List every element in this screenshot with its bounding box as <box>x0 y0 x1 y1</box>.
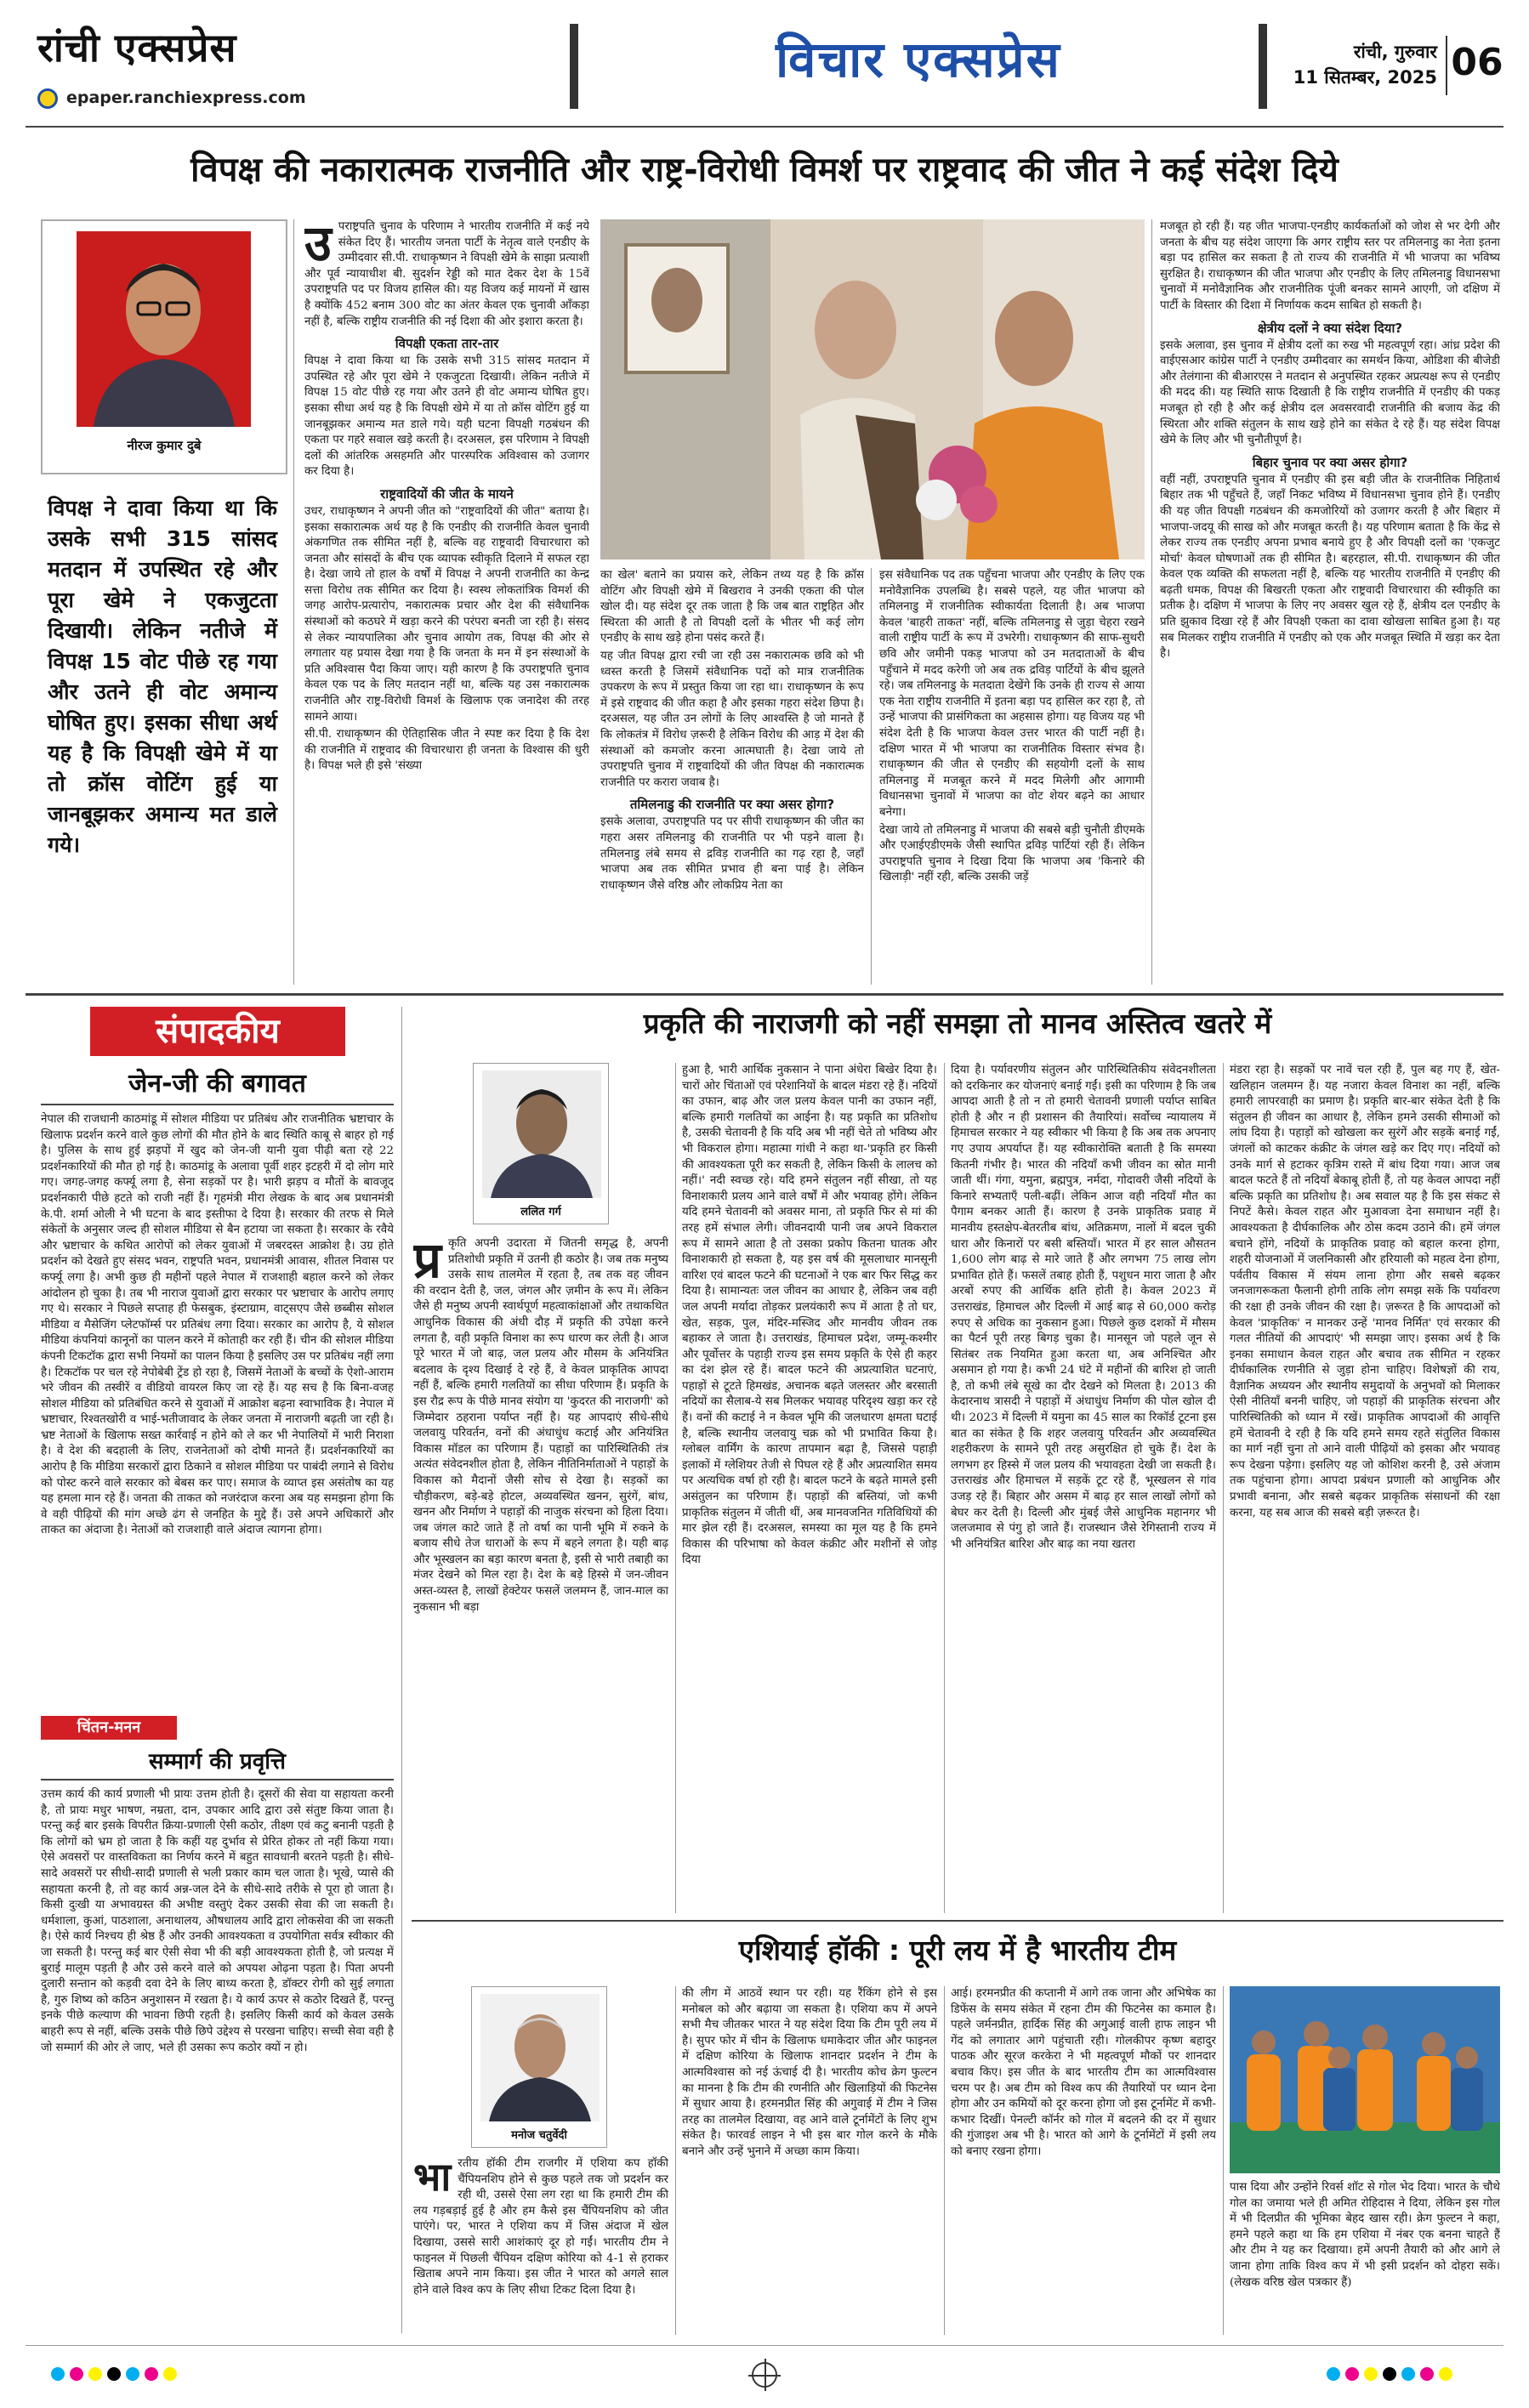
lead-dropcap: उ <box>304 219 332 272</box>
leaders-meeting-photo-icon <box>600 219 1145 559</box>
lead-col2-para: यह जीत विपक्ष द्वारा रची जा रही उस नकारात्मक छवि को भी ध्वस्त करती है जिसमें संवैधानिक पदों को मात्र राजनीतिक उपकरण के रूप में प्रस्तुत किया जा रहा था। राधाकृष्णन के रूप में इसे राष्ट्रवाद की जीत कहा है और इसका गहरा संदेश छिपा है। दरअसल, यह जीत उन लोगों के लिए आश्वस्ति है जो मानते हैं कि लोकतंत्र में विरोध ज़रूरी है लेकिन विरोध की आड़ में देश की संस्थाओं को कमजोर करना आत्मघाती है। देखा जाये तो उपराष्ट्रपति चुनाव में राष्ट्रवादियों की जीत विपक्ष की नकारात्मक राजनीति पर करारा जवाब है। <box>600 649 864 789</box>
lead-col4-para: वहीं नहीं, उपराष्ट्रपति चुनाव में एनडीए की इस बड़ी जीत के राजनीतिक निहितार्थ बिहार तक भी पहुँचते हैं, जहाँ निकट भविष्य में विधानसभा चुनाव होने हैं। एनडीए की यह जीत विपक्षी गठबंधन की कमजोरियों को उजागर करती है और बिहार में भाजपा-जदयू की साख को और मजबूत करती है। यह परिणाम बताता है कि केंद्र से लेकर राज्य तक एनडीए अपना प्रभाव बनाये हुए है और विपक्षी दलों का 'एकजुट मोर्चा' केवल घोषणाओं तक ही सीमित है। बहरहाल, सी.पी. राधाकृष्णन की जीत केवल एक व्यक्ति की सफलता नहीं है, बल्कि यह भारतीय राजनीति में एनडीए की बढ़ती धमक, विपक्ष की बिखरती एकता और राष्ट्रवादी विचारधारा की स्वीकृति का प्रतीक है। दक्षिण में भाजपा के लिए नए अवसर खुल रहे हैं, क्षेत्रीय दल एनडीए के प्रति झुकाव दिखा रहे हैं और विपक्षी एकता का दावा खोखला साबित हुआ है। यह सब मिलकर राष्ट्रीय राजनीति में एनडीए को एक और मजबूत स्थिति में खड़ा कर देता है। <box>1160 473 1500 661</box>
hockey-author-photo <box>480 1994 600 2121</box>
author-box <box>41 219 287 474</box>
lead-col1-para: पराष्ट्रपति चुनाव के परिणाम ने भारतीय राजनीति में कई नये संकेत दिए हैं। भारतीय जनता पार्टी के नेतृत्व वाले एनडीए के उम्मीदवार सी.पी. राधाकृष्णन ने विपक्षी खेमे के साझा प्रत्याशी और पूर्व न्यायाधीश बी. सुदर्शन रेड्डी को मात देकर देश के 15वें उपराष्ट्रपति पद पर विजय हासिल की। यह विजय कई मायनों में खास है क्योंकि 452 बनाम 300 वोट का अंतर केवल एक चुनावी आँकड़ा नहीं है, बल्कि राष्ट्रीय राजनीति की नई दिशा की ओर इशारा करता है। <box>304 220 589 328</box>
hockey-col3: आई। हरमनप्रीत की कप्तानी में आगे तक जाना और अभिषेक का डिफेंस के समय संकेत में रहना टीम की फिटनेस का कमाल है। पहले जर्मनप्रीत, हार्दिक सिंह की अगुआई वाली हाफ लाइन भी गेंद को लगातार आगे पहुंचाती रही। गोलकीपर कृष्ण बहादुर पाठक और सूरज करकेरा ने भी महत्वपूर्ण मौकों पर शानदार बचाव किए। इस जीत के बाद भारतीय टीम का आत्मविश्वास चरम पर है। अब टीम को विश्व कप की तैयारियों पर ध्यान देना होगा और उन कमियों को दूर करना होगा जो इस टूर्नामेंट में कभी-कभार दिखीं। पेनल्टी कॉर्नर को गोल में बदलने की दर में सुधार की गुंजाइश अब भी है। भारत को आगे के टूर्नामेंटों में इसी लय को बनाए रखना होगा। <box>951 1987 1216 2158</box>
hockey-dropcap: भा <box>413 2156 452 2200</box>
hockey-col-rule <box>675 1986 676 2335</box>
author-portrait-icon <box>480 1994 600 2121</box>
chintan-body: उत्तम कार्य की कार्य प्रणाली भी प्रायः उत्तम होती है। दूसरों की सेवा या सहायता करनी है, तो प्रायः मधुर भाषण, नम्रता, दान, उपकार आदि द्वारा उसे संतुष्ट किया जाता है। परन्तु कई बार इसके विपरीत क्रिया-प्रणाली ऐसी कठोर, तीक्ष्ण एवं कटु बनानी पड़ती है कि लोगों को भ्रम हो जाता है कि कहीं यह दुर्भाव से प्रेरित होकर तो नहीं किया गया। ऐसे अवसरों पर वास्तविकता का निर्णय करने में बहुत सावधानी बरतने पड़ती है। सीधे-सादे अवसरों पर सीधी-सादी प्रणाली से भली प्रकार काम चल जाता है। भूखे, प्यासे की सहायता करनी है, तो वह कार्य अन्न-जल देने के सीधे-सादे तरीके से पूरा हो जाता है। किसी दुःखी या अभावग्रस्त की अभीष्ट वस्तुएं देकर उसकी सेवा की जा सकती है। धर्मशाला, कुआं, पाठशाला, अनाथालय, औषधालय आदि द्वारा लोकसेवा की जा सकती है। ऐसे कार्य निश्चय ही श्रेष्ठ हैं और उनकी आवश्यकता व उपयोगिता सर्वत्र स्वीकार की जा सकती है। परन्तु कई बार ऐसी सेवा भी की बड़ी आवश्यकता होती है, जो प्रत्यक्ष में बुराई मालूम पड़ती है और उसे करने वाले को अपयश ओढ़ना पड़ता है। पिता अपनी दुलारी सन्तान को कड़वी दवा देने के लिए बाध्य करता है, डॉक्टर रोगी को सुई लगाता है, गुरु शिष्य को कठिन अनुशासन में रखता है। ये कार्य ऊपर से कठोर दिखते हैं, परन्तु इनके पीछे कल्याण की भावना छिपी रहती है। इसलिए किसी कार्य को केवल उसके बाहरी रूप से नहीं, बल्कि उसके पीछे छिपे उद्देश्य से परखना चाहिए। सच्ची सेवा वही है जो सम्मार्ग की ओर ले जाए, भले ही उसका रूप कठोर क्यों न हो। <box>41 1788 394 2054</box>
author-name: नीरज कुमार दुबे <box>127 438 202 453</box>
epaper-url[interactable]: epaper.ranchiexpress.com <box>66 88 306 107</box>
section-rule <box>412 1920 1503 1922</box>
nature-author-name: ललित गर्ग <box>520 1206 561 1218</box>
masthead-rule <box>26 126 1503 128</box>
left-column-rule <box>401 1007 402 2333</box>
date-line <box>1284 39 1437 90</box>
lead-col1 <box>304 219 589 985</box>
hockey-col1-text: रतीय हॉकी टीम राजगीर में एशिया कप हॉकी चैंपियनशिप होने से कुछ पहले तक जो प्रदर्शन कर रही थी, उससे ऐसा लग रहा था कि हमारी टीम की लय गड़बड़ाई हुई है और हम कैसे इस चैंपियनशिप को जीत पाएंगे। पर, भारत ने एशिया कप में जिस अंदाज में खेल दिखाया, उससे सारी आशंकाएं दूर हो गईं। भारतीय टीम ने फाइनल में पिछली चैंपियन दक्षिण कोरिया को 4-1 से हराकर खिताब अपने नाम किया। इस जीत ने भारत को अगले साल होने वाले विश्व कप के लिए सीधा टिकट दिला दिया है। <box>413 2157 668 2297</box>
lead-subhead: तमिलनाडु की राजनीति पर क्या असर होगा? <box>629 797 835 813</box>
chintan-banner: चिंतन-मनन <box>41 1716 177 1740</box>
editorial-banner: संपादकीय <box>90 1007 345 1056</box>
hockey-author-name: मनोज चतुर्वेदी <box>511 2129 567 2142</box>
nature-dropcap: प्र <box>413 1236 442 1289</box>
lead-subhead: राष्ट्रवादियों की जीत के मायने <box>380 486 514 502</box>
lead-subhead: विपक्षी एकता तार-तार <box>395 336 499 352</box>
pullquote-rule <box>293 219 294 985</box>
section-band <box>570 24 1267 109</box>
city-day: रांची, गुरुवार <box>1353 42 1437 62</box>
page-number: 06 <box>1451 41 1503 84</box>
lead-col3-para: इस संवैधानिक पद तक पहुँचना भाजपा और एनडीए के लिए एक मनोवैज्ञानिक उपलब्धि है। सबसे पहले, यह जीत भाजपा को तमिलनाडु में राजनीतिक स्वीकार्यता दिलाती है। अब भाजपा केवल 'बाहरी ताकत' नहीं, बल्कि तमिलनाडु से जुड़ा चेहरा रखने वाली राष्ट्रीय पार्टी के रूप में उभरेगी। राधाकृष्णन की साफ-सुथरी छवि और जमीनी पकड़ भाजपा को उन मतदाताओं के बीच पहुँचाने में मदद करेगी जो अब तक द्रविड़ पार्टियों के बीच झूलते रहे। जब तमिलनाडु के मतदाता देखेंगे कि उनके ही राज्य से आया एक नेता राष्ट्रीय राजनीति में इतना बड़ा पद हासिल कर रहा है, तो उन्हें भाजपा की प्रासंगिकता का अहसास होगा। यह विजय यह भी संदेश देती है कि भाजपा केवल उत्तर भारत की पार्टी नहीं है। दक्षिण भारत में भी भाजपा का राजनीतिक विस्तार संभव है। राधाकृष्णन की जीत से एनडीए की सहयोगी दलों के साथ तमिलनाडु में मजबूत करने में मदद मिलेगी और आगामी विधानसभा चुनावों में भाजपा का वोट शेयर बढ़ने का आधार बनेगा। <box>879 569 1145 819</box>
nature-col2: हुआ है, भारी आर्थिक नुकसान ने पाना अंधेरा बिखेर दिया है। चारों ओर चिंताओं एवं परेशानियों के बादल मंडरा रहे हैं। नदियों का उफान, बाढ़ और जल प्रलय केवल पानी का उफान नहीं, बल्कि हमारी गलतियों का आईना है। यह प्रकृति का प्रतिशोध है, उसकी चेतावनी है कि यदि अब भी नहीं चेते तो भविष्य और भी विकराल होगा। महात्मा गांधी ने कहा था-'प्रकृति हर किसी की आवश्यकता पूरी कर सकती है, लेकिन किसी के लालच को नहीं।' नदी स्वच्छ रहे। यदि हमने संतुलन नहीं सीखा, तो यह विनाशकारी प्रलय आने वाले वर्षों में और भयावह होंगे। लेकिन यदि हमने चेतावनी को अवसर माना, तो प्रकृति फिर से मां की तरह हमें संभाल लेगी। जीवनदायी पानी जब अपने विकराल रूप में सामने आता है तो उसका प्रकोप कितना घातक और विनाशकारी हो सकता है, यह इस वर्ष की मूसलाधार मानसूनी वारिश एवं बादल फटने की घटनाओं ने एक बार फिर सिद्ध कर दिया है। सामान्यतः जल जीवन का आधार है, लेकिन जब वही जल अपनी मर्यादा तोड़कर प्रलयंकारी रूप में आता है तो घर, खेत, सड़क, पुल, मंदिर-मस्जिद और मानवीय जीवन तक बहाकर ले जाता है। उत्तराखंड, हिमाचल प्रदेश, जम्मू-कश्मीर और पूर्वोत्तर के पहाड़ी राज्य इस समय प्रकृति के ऐसे ही कहर का दंश झेल रहे हैं। बादल फटने की अप्रत्याशित घटनाएं, पहाड़ों से टूटते हिमखंड, अचानक बढ़ते जलस्तर और बरसाती नदियों का सैलाब-ये सब मिलकर भयावह परिदृश्य खड़ा कर रहे हैं। वनों की कटाई ने न केवल भूमि की जलधारण क्षमता घटाई है, बल्कि स्थानीय जलवायु चक्र को भी प्रभावित किया है। ग्लोबल वार्मिंग के कारण तापमान बढ़ा है, जिससे पहाड़ी इलाकों में ग्लेशियर तेजी से पिघल रहे हैं और अप्रत्याशित समय पर अत्यधिक वर्षा हो रही है। बादल फटने के बढ़ते मामले इसी असंतुलन का परिणाम हैं। पहाड़ों की बस्तियां, जो कभी प्राकृतिक संतुलन में जीती थीं, अब मानवजनित गतिविधियों की मार झेल रही हैं। दरअसल, समस्या का मूल यह है कि हमने विकास की परिभाषा को केवल कंक्रीट और मशीनों से जोड़ दिया <box>682 1064 937 1567</box>
newspaper-logo: रांची एक्सप्रेस <box>37 25 237 71</box>
lead-col4-para: मजबूत हो रही हैं। यह जीत भाजपा-एनडीए कार्यकर्ताओं को जोश से भर देगी और जनता के बीच यह संदेश जाएगा कि अगर राष्ट्रीय स्तर पर तमिलनाडु का नेता इतना बड़ा पद हासिल कर सकता है तो राज्य की राजनीति में भी भाजपा का भविष्य सुरक्षित है। राधाकृष्णन की जीत भाजपा और एनडीए के लिए तमिलनाडु विधानसभा चुनावों में मनोवैज्ञानिक और राजनीतिक पूंजी बनकर सामने आएगी, जो दक्षिण में पार्टी के विस्तार की दिशा में निर्णायक कदम साबित हो सकती है। <box>1160 220 1500 312</box>
print-registration-dots <box>51 2367 182 2384</box>
lead-col-rule <box>871 568 872 985</box>
lead-col2-para: इसके अलावा, उपराष्ट्रपति पद पर सीपी राधाकृष्णन की जीत का गहरा असर तमिलनाडु की राजनीति पर भी पड़ने वाला है। तमिलनाडु लंबे समय से द्रविड़ राजनीति का गढ़ रहा है, जहाँ भाजपा अब तक सीमित प्रभाव ही बना पाई है। लेकिन राधाकृष्णन जैसे वरिष्ठ और लोकप्रिय नेता का <box>600 815 864 892</box>
issue-date: 11 सितम्बर, 2025 <box>1293 67 1437 88</box>
nature-col-rule <box>675 1063 676 1913</box>
lead-col4-para: इसके अलावा, इस चुनाव में क्षेत्रीय दलों का रुख भी महत्वपूर्ण रहा। आंध्र प्रदेश की वाईएसआर कांग्रेस पार्टी ने एनडीए उम्मीदवार का समर्थन किया, ओडिशा की बीजेडी और तेलंगाना की बीआरएस ने मतदान से अनुपस्थित रहकर अप्रत्यक्ष रूप से एनडीए की मदद की। यह स्थिति साफ दिखाती है कि राष्ट्रीय राजनीति में एनडीए की पकड़ मजबूत हो रही है और कई क्षेत्रीय दल अवसरवादी राजनीति की बजाय केंद्र की स्थिरता और शक्ति संतुलन के साथ खड़े होने का संकेत दे रहे हैं। यह संदेश विपक्ष खेमे के लिए और भी चुनौतीपूर्ण है। <box>1160 338 1500 447</box>
lead-subhead: क्षेत्रीय दलों ने क्या संदेश दिया? <box>1257 320 1403 336</box>
lead-col1-para: उधर, राधाकृष्णन ने अपनी जीत को "राष्ट्रवादियों की जीत" बताया है। इसका सकारात्मक अर्थ यह है कि एनडीए की राजनीति केवल चुनावी अंकगणित तक सीमित नहीं है, बल्कि वह राष्ट्रवादी विचारधारा को जनता और सांसदों के बीच एक व्यापक स्वीकृति दिलाने में सफल रहा है। देखा जाये तो हाल के वर्षों में विपक्ष ने अपनी राजनीति का केन्द्र सत्ता विरोध तक सीमित कर दिया है। स्वस्थ लोकतांत्रिक विमर्श की जगह आरोप-प्रत्यारोप, नकारात्मक प्रचार और देश की संवैधानिक संस्थाओं को कठघरे में खड़ा करने की परंपरा बनती जा रही है। संसद से लेकर न्यायपालिका और चुनाव आयोग तक, विपक्ष की ओर से लगातार यह प्रयास देखा गया है कि जनता के मन में इन संस्थाओं के प्रति अविश्वास पैदा किया जाए। यही कारण है कि उपराष्ट्रपति चुनाव केवल एक पद के लिए मतदान नहीं था, बल्कि यह उस नकारात्मक राजनीति और राष्ट्र-विरोधी विमर्श के खिलाफ एक जनादेश की तरह सामने आया। <box>304 504 589 724</box>
author-portrait-icon <box>77 231 251 427</box>
hockey-team-celebration-icon <box>1230 1986 1500 2173</box>
nature-col1-text: कृति अपनी उदारता में जितनी समृद्ध है, अपनी प्रतिशोधी प्रकृति में उतनी ही कठोर है। जब तक मनुष्य उसके साथ तालमेल में रहता है, तब तक वह जीवन की वरदान देती है, जल, जंगल और ज़मीन के रूप में। लेकिन जैसे ही मनुष्य अपनी स्वार्थपूर्ण महत्वाकांक्षाओं और तथाकथित आधुनिक विकास की अंधी दौड़ में प्रकृति की उपेक्षा करने लगता है, वही प्रकृति विनाश का रूप धारण कर लेती है। आज पूरे भारत में जो बाढ़, जल प्रलय और मौसम के अनियंत्रित बदलाव के दृश्य दिखाई दे रहे हैं, वे केवल प्राकृतिक आपदा नहीं हैं, बल्कि हमारी गलतियों का सीधा परिणाम हैं। प्रकृति के इस रौद्र रूप के पीछे मानव संयोग या 'कुदरत की नाराजगी' को जिम्मेदार ठहराना पर्याप्त नहीं है। यह आपदाएं सीधे-सीधे जलवायु परिवर्तन, वनों की अंधाधुंध कटाई और अनियंत्रित विकास मॉडल का परिणाम हैं। पहाड़ों का पारिस्थितिकी तंत्र अत्यंत संवेदनशील होता है, लेकिन नीतिनिर्माताओं ने पहाड़ों के विकास को मैदानों जैसी सोच से देखा है। सड़कों का चौड़ीकरण, बड़े-बड़े होटल, अव्यवस्थित खनन, सुरंगें, बांध, खनन और निर्माण ने पहाड़ों की नाजुक संरचना को हिला दिया। जब जंगल काटे जाते हैं तो वर्षा का पानी भूमि में रुकने के बजाय सीधे तेज धाराओं के रूप में बहने लगता है। यही बाढ़ और भूस्खलन का बड़ा कारण बनता है, इसी से भारी तबाही का मंजर देखने को मिल रहा है। देश के बड़े हिस्से में जन-जीवन अस्त-व्यस्त है, लाखों हेक्टेयर फसलें जलमग्न हैं, जान-माल का नुकसान भी बड़ा <box>413 1237 668 1614</box>
nature-col3: दिया है। पर्यावरणीय संतुलन और पारिस्थितिकीय संवेदनशीलता को दरकिनार कर योजनाएं बनाई गईं। इसी का परिणाम है कि जब आपदा आती है तो न तो हमारी चेतावनी प्रणाली पर्याप्त साबित होती है और न ही प्रशासन की तैयारियां। सर्वोच्च न्यायालय में हिमाचल सरकार ने यह स्वीकार भी किया है कि अब तक अपनाए गए उपाय अपर्याप्त हैं। यह स्वीकारोक्ति बताती है कि समस्या कितनी गंभीर है। भारत की नदियाँ कभी जीवन का स्रोत मानी जाती थीं। गंगा, यमुना, ब्रह्मपुत्र, नर्मदा, गोदावरी जैसी नदियों के किनारे सभ्यताएँ पली-बढ़ीं। लेकिन आज वही नदियाँ मौत का पैगाम बनकर आती हैं। कारण है उनके प्राकृतिक प्रवाह में मानवीय हस्तक्षेप-बेतरतीब बांध, अतिक्रमण, नालों में बदल चुकी धारा और किनारों पर बसी बस्तियाँ। भारत में हर साल औसतन 1,600 लोग बाढ़ से मारे जाते हैं और लगभग 75 लाख लोग प्रभावित होते हैं। फसलें तबाह होती हैं, पशुधन मारा जाता है और अरबों रुपए की आर्थिक क्षति होती है। केवल 2023 में उत्तराखंड, हिमाचल और दिल्ली में आई बाढ़ से 60,000 करोड़ रुपए से अधिक का नुकसान हुआ। पिछले कुछ दशकों में मौसम का पैटर्न पूरी तरह बिगड़ चुका है। मानसून जो पहले जून से सितंबर तक नियमित हुआ करता था, अब अनिश्चित और असमान हो गया है। कभी 24 घंटे में महीनों की बारिश हो जाती है, तो कभी लंबे सूखे का दौर देखने को मिलता है। 2013 की केदारनाथ त्रासदी ने पहाड़ों में अंधाधुंध निर्माण की पोल खोल दी थी। 2023 में दिल्ली में यमुना का 45 साल का रिकॉर्ड टूटना इस बात का संकेत है कि शहर जलवायु परिवर्तन और अव्यवस्थित शहरीकरण के सामने पूरी तरह असुरक्षित हो चुके हैं। देश के लगभग हर हिस्से में जल प्रलय की भयावहता देखी जा सकती है। उत्तराखंड और हिमाचल में सड़कें टूट रहे हैं, भूस्खलन से गांव उजड़ रहे हैं। बिहार और असम में बाढ़ हर साल लाखों लोगों को बेघर कर देती है। दिल्ली और मुंबई जैसे आधुनिक महानगर भी जलजमाव से पंगु हो जाते हैं। राजस्थान जैसे रेगिस्तानी राज्य में भी अनियंत्रित बारिश और बाढ़ का नया खतरा <box>951 1064 1216 1551</box>
masthead <box>26 15 1503 117</box>
nature-col-rule <box>944 1063 945 1913</box>
nature-author-photo <box>482 1071 601 1198</box>
lead-col3-para: देखा जाये तो तमिलनाडु में भाजपा की सबसे बड़ी चुनौती डीएमके और एआईएडीएमके जैसी स्थापित द्रविड़ पार्टियां रही हैं। लेकिन उपराष्ट्रपति चुनाव ने दिखा दिया कि भाजपा अब 'किनारे की खिलाड़ी' नहीं रही, बल्कि उसकी जड़ें <box>879 823 1145 884</box>
nature-author-box <box>473 1063 609 1224</box>
nature-headline: प्रकृति की नाराजगी को नहीं समझा तो मानव अस्तित्व खतरे में <box>643 1007 1272 1040</box>
editorial-title: जेन-जी की बगावत <box>41 1065 394 1105</box>
hockey-headline: एशियाई हॉकी : पूरी लय में है भारतीय टीम <box>738 1934 1177 1967</box>
hockey-author-box <box>471 1986 607 2148</box>
nature-col-rule <box>1223 1063 1224 1913</box>
lead-photo <box>600 219 1145 559</box>
hockey-col2: की लीग में आठवें स्थान पर रही। यह रैंकिंग होने से इस मनोबल को और बढ़ाया जा सकता है। एशिया कप में अपने सभी मैच जीतकर भारत ने यह संदेश दिया कि टीम पूरी लय में है। सुपर फोर में चीन के खिलाफ धमाकेदार जीत और फाइनल में दक्षिण कोरिया के खिलाफ शानदार प्रदर्शन ने टीम के आत्मविश्वास को नई ऊंचाई दी है। भारतीय कोच क्रेग फुल्टन का मानना है कि टीम की रणनीति और खिलाड़ियों की फिटनेस में सुधार आया है। हरमनप्रीत सिंह की अगुवाई में टीम ने जिस तरह का तालमेल दिखाया, वह आने वाले टूर्नामेंटों के लिए शुभ संकेत है। फारवर्ड लाइन ने भी इस बार गोल करने के मौके बनाने और उन्हें भुनाने में अच्छा काम किया। <box>682 1987 937 2158</box>
lead-col2-para: का खेल' बताने का प्रयास करे, लेकिन तथ्य यह है कि क्रॉस वोटिंग और विपक्षी खेमे में बिखराव ने उनकी एकता की पोल खोल दी। यह संदेश दूर तक जाता है कि जब बात राष्ट्रहित और स्थिरता की आती है तो विपक्षी दलों के भीतर भी कई लोग एनडीए के साथ खड़े होना पसंद करते हैं। <box>600 569 864 645</box>
author-photo <box>77 231 251 427</box>
globe-icon <box>37 88 58 109</box>
lead-col-rule <box>1151 219 1152 985</box>
registration-mark-icon <box>752 2362 777 2388</box>
pullquote: विपक्ष ने दावा किया था कि उसके सभी 315 सांसद मतदान में उपस्थित रहे और पूरा खेमे ने एकजुटता दिखायी। लेकिन नतीजे में विपक्ष 15 वोट पीछे रह गया और उतने ही वोट अमान्य घोषित हुए। इसका सीधा अर्थ यह है कि विपक्षी खेमे में या तो क्रॉस वोटिंग हुई या जानबूझकर अमान्य मत डाले गये। <box>48 496 277 857</box>
author-portrait-icon <box>482 1071 601 1198</box>
lead-col1-para: सी.पी. राधाकृष्णन की ऐतिहासिक जीत ने स्पष्ट कर दिया है कि देश की राजनीति में राष्ट्रवाद की विचारधारा ही जनता के विश्वास की धुरी है। विपक्ष भले ही इसे 'संख्या <box>304 728 589 773</box>
editorial-body: नेपाल की राजधानी काठमांडू में सोशल मीडिया पर प्रतिबंध और राजनीतिक भ्रष्टाचार के खिलाफ प्रदर्शन करने वाले कुछ लोगों की मौत होने के बाद स्थिति काबू से बाहर हो गई है। पुलिस के साथ हुई झड़पों में खुद को जेन-जी यानी युवा पीढ़ी बता रहे 22 प्रदर्शनकारियों की मौत हो गई है। काठमांडू के अलावा पूर्वी शहर इटहरी में दो लोग मारे गए। जगह-जगह कर्फ्यू लगा है, सेना सड़कों पर है। भारी झड़प व मौतों के बावजूद प्रदर्शनकारी पीछे हटते को राजी नहीं हैं। गृहमंत्री मीरा लेखक के बाद अब प्रधानमंत्री के.पी. शर्मा ओली ने भी घटना के बाद इस्तीफा दे दिया है। सरकार की तरफ से मिले संकेतों के अनुसार जल्द ही सोशल मीडिया से बैन हटाया जा सकता है। सरकार के रवैये और भ्रष्टाचार के कथित आरोपों को लेकर युवाओं में जबरदस्त आक्रोश है। उग्र होते प्रदर्शन को देखते हुए संसद भवन, राष्ट्रपति भवन, प्रधानमंत्री आवास, शीतल निवास पर कर्फ्यू लगा है। अभी कुछ ही महीनों पहले नेपाल में राजशाही बहाल करने को लेकर आंदोलन हो चुका है। तब भी नाराज युवाओं द्वारा सरकार पर भ्रष्टाचार के आरोप लगाए गए थे। सरकार ने पिछले सप्ताह ही फेसबुक, इंस्टाग्राम, वाट्सएप जैसे छब्बीस सोशल मीडिया व मैसेजिंग प्लेटफॉर्म्स पर प्रतिबंध लगा दिया। सरकार का आरोप है, ये सोशल मीडिया कंपनियां कानूनों का पालन करने में कोताही कर रही हैं। चीन की सोशल मीडिया कंपनी टिकटॉक द्वारा सभी नियमों का पालन किया है इसलिए उस पर प्रतिबंध नहीं लगा है। टिकटॉक पर चल रहे नेपोबेबी ट्रेंड हो रहा है, जिसमें नेताओं के बच्चों के ऐशो-आराम भरे जीवन की तस्वीरें व वीडियो वायरल किए जा रहे हैं। यह सच है कि बिना-वजह सोशल मीडिया को प्रतिबंधित करने से युवाओं में आक्रोश बढ़ना स्वाभाविक है। नेपाल में भ्रष्टाचार, रिश्वतखोरी व भाई-भतीजावाद के लेकर जनता में नाराजगी बढ़ती जा रही है। भ्रष्ट नेताओं के खिलाफ सख्त कार्रवाई न होने को ले कर भी नेपालियों में भारी निराशा है। वे देश की बदहाली के लिए, राजनेताओं को दोषी मानते हैं। प्रदर्शनकारियों का आरोप है कि मीडिया सरकारों द्वारा ठिकाने व सोशल मीडिया पर पाबंदी लगाने से विरोध को पोस्ट करने वाले सरकार को बेबस कर पाए। समाज के व्याप्त इस असंतोष का यह यह हमला मान रहे हैं। जनता की ताकत को नजरंदाज करना अब यह समझना होगा कि वे वही पीढ़ियों की मांग अच्छे ढंग से जनहित के मुद्दे हैं। उसे अपने अधिकारों और ताकत का अंदाजा है। नेताओं को राजशाही वाले अंदाज त्यागना होगा। <box>41 1113 394 1537</box>
footer-rule <box>26 2345 1503 2346</box>
print-registration-dots <box>1327 2367 1458 2384</box>
hockey-photo <box>1230 1986 1500 2173</box>
section-title: विचार एक्सप्रेस <box>776 31 1061 88</box>
hockey-caption: पास दिया और उन्होंने रिवर्स शॉट से गोल भेद दिया। भारत के चौथे गोल का जमाया भले ही अमित रोहिदास ने दिया, लेकिन इस गोल में भी दिलप्रीत की भूमिका बेहद खास रही। क्रेग फुल्टन ने कहा, हमने पहले कहा था कि हम एशिया में नंबर एक बनना चाहते हैं और टीम ने यह कर दिखाया। हमें अपनी तैयारी को और आगे ले जाना होगा ताकि विश्व कप में भी इसी प्रदर्शन को दोहरा सकें। (लेखक वरिष्ठ खेल पत्रकार हैं) <box>1230 2181 1500 2289</box>
nature-col4: मंडरा रहा है। सड़कों पर नावें चल रही हैं, पुल बह गए हैं, खेत-खलिहान जलमग्न हैं। यह नजारा केवल विनाश का नहीं, बल्कि हमारी लापरवाही का प्रमाण है। प्रकृति बार-बार संकेत देती है कि संतुलन ही जीवन का आधार है, लेकिन हमने उसकी सीमाओं को लांघ दिया है। पहाड़ों को खोखला कर सुरंगें और सड़कें बनाई गईं, जंगलों को काटकर कंक्रीट के जंगल खड़े कर दिए गए। नदियों को उनके मार्ग से हटाकर कृत्रिम रास्ते में बांध दिया गया। आज जब बादल फटते हैं तो नदियाँ बेकाबू होती हैं, तो यह केवल आपदा नहीं बल्कि प्रकृति का प्रतिशोध है। अब सवाल यह है कि इस संकट से निपटें कैसे। केवल राहत और मुआवजा देना समाधान नहीं है। आवश्यकता है दीर्घकालिक और ठोस कदम उठाने की। हमें जंगल बचाने होंगे, नदियों के प्राकृतिक प्रवाह को बहाल करना होगा, शहरी योजनाओं में जलनिकासी और हरियाली को महत्व देना होगा, पर्वतीय विकास में संयम लाना होगा और सबसे बढ़कर जनजागरूकता फैलानी होगी ताकि लोग समझ सकें कि पर्यावरण की रक्षा ही उनके जीवन की रक्षा है। ज़रूरत है कि आपदाओं को केवल 'प्राकृतिक' न मानकर उन्हें 'मानव निर्मित' एवं सरकार की गलत नीतियों की आपदाएं' भी समझा जाए। इसका अर्थ है कि इनका समाधान केवल राहत और बचाव तक सीमित न रहकर दीर्घकालिक रणनीति से जुड़ा होना चाहिए। विशेषज्ञों की राय, वैज्ञानिक अध्ययन और स्थानीय समुदायों के अनुभवों को मिलाकर ऐसी नीतियाँ बननी चाहिए, जो पहाड़ों की प्राकृतिक संरचना और पारिस्थितिकी को ध्यान में रखें। प्राकृतिक आपदाओं की आवृत्ति हमें चेतावनी दे रही है कि यदि हमने समय रहते संतुलित विकास का मार्ग नहीं चुना तो आने वाली पीढ़ियों को इसका और भयावह रूप देखना पड़ेगा। इसलिए यह जो कोशिश करनी है, उसे अंजाम तक पहुंचाना होगा। आपदा प्रबंधन प्रणाली को आधुनिक और प्रभावी बनाना, और सबसे बढ़कर प्राकृतिक संसाधनों की रक्षा करना, यह सब आज की सबसे बड़ी ज़रूरत है। <box>1230 1064 1500 1519</box>
lead-headline: विपक्ष की नकारात्मक राजनीति और राष्ट्र-विरोधी विमर्श पर राष्ट्रवाद की जीत ने कई संदेश दिये <box>190 150 1339 190</box>
section-rule <box>26 993 1503 996</box>
lead-col2 <box>600 568 864 985</box>
hockey-col-rule <box>944 1986 945 2335</box>
hockey-col-rule <box>1223 1986 1224 2335</box>
lead-col3 <box>879 568 1145 985</box>
hockey-col1 <box>413 2156 668 2335</box>
nature-col1 <box>413 1236 668 1917</box>
lead-col1-para: विपक्ष ने दावा किया था कि उसके सभी 315 सांसद मतदान में उपस्थित रहे और पूरा खेमे ने एकजुटता दिखायी। लेकिन नतीजे में विपक्ष 15 वोट पीछे रह गया और उतने ही वोट अमान्य घोषित हुए। इसका सीधा अर्थ यह है कि विपक्षी खेमे में या तो क्रॉस वोटिंग हुई या जानबूझकर अमान्य मत डाले गये। यही घटना विपक्षी गठबंधन की एकता पर गहरे सवाल खड़े करती है। दरअसल, इस परिणाम ने विपक्षी दलों की आंतरिक असहमति और पारस्परिक अविश्वास को उजागर कर दिया है। <box>304 355 589 479</box>
chintan-title: सम्मार्ग की प्रवृत्ति <box>41 1745 394 1780</box>
page-divider <box>1446 36 1447 95</box>
lead-subhead: बिहार चुनाव पर क्या असर होगा? <box>1252 454 1408 470</box>
lead-col4 <box>1160 219 1500 985</box>
editorial-section <box>41 1007 394 2333</box>
